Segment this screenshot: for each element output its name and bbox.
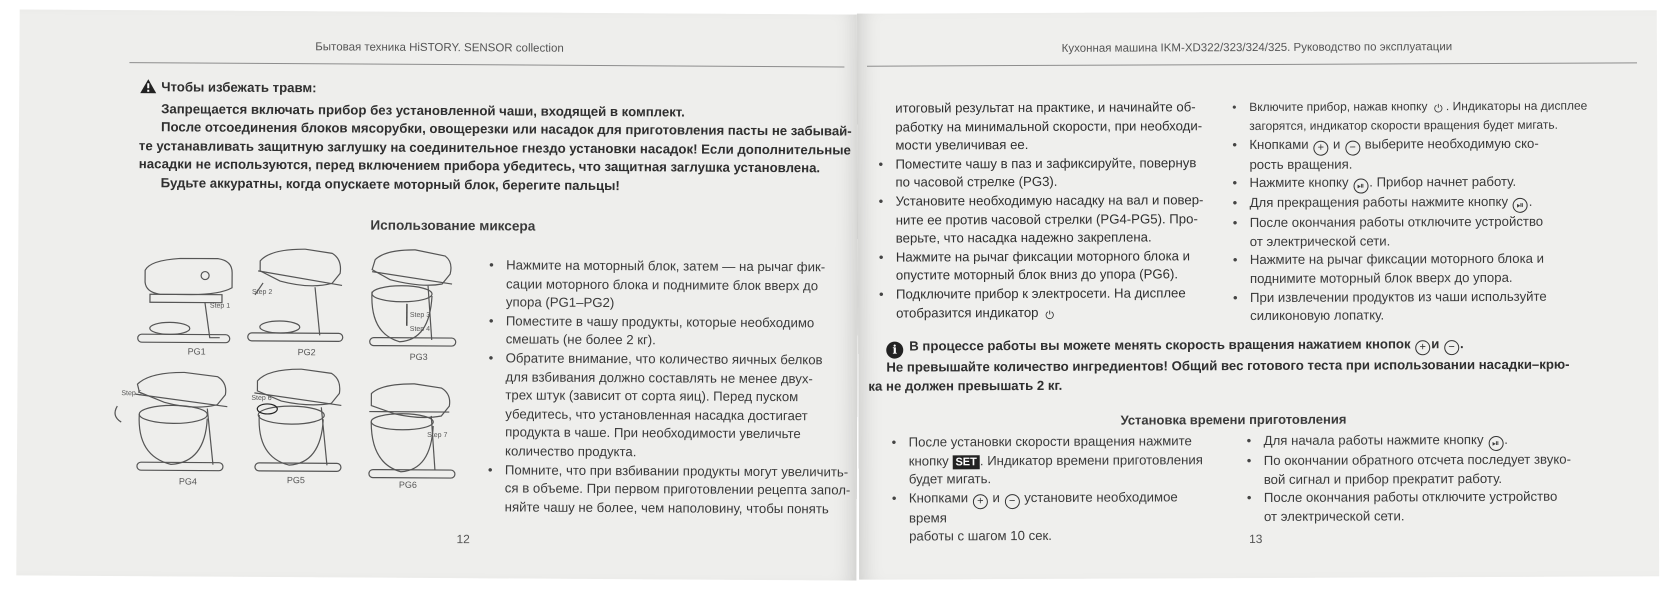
instruction-text: выберите необходимую ско- [1364, 135, 1539, 152]
instruction-line: • Обратите внимание, что количество яичных белков [505, 350, 823, 368]
timer-column-1 [889, 432, 1219, 546]
warning-line-1: Запрещается включать прибор без установленной чаши, входящей в комплект. [161, 100, 685, 120]
instruction-text: Для начала работы нажмите кнопку [1263, 432, 1484, 448]
figure-pg5 [254, 369, 342, 472]
instruction-text: . [1528, 193, 1533, 210]
instruction-line: • Подключите прибор к электросети. На дисплее [895, 285, 1186, 302]
operation-notice [868, 334, 1648, 396]
set-button-icon: SET [952, 455, 979, 469]
step-label-1: Step 1 [209, 302, 231, 310]
assembly-figures [109, 242, 471, 499]
warning-line-4: насадки не используются, перед включением прибора убедитесь, что защитная заглушка установлена. [138, 156, 821, 176]
instruction-text: Кнопками [1249, 136, 1309, 152]
instruction-text: кнопку [908, 452, 949, 469]
left-page [16, 9, 859, 580]
instruction-item [1230, 250, 1630, 289]
section-title-mixer: Использование миксера [370, 217, 536, 234]
instruction-line: рость вращения. [1249, 156, 1353, 172]
instruction-line: • Поместите в чашу продукты, которые необходимо [505, 313, 815, 331]
figure-pg4 [115, 372, 228, 471]
figure-label-pg5: PG5 [286, 475, 305, 486]
notice-text: и [1431, 336, 1440, 352]
notice-line-3: ка не должен превышать 2 кг. [868, 377, 1063, 394]
instruction-line: • Нажмите на рычаг фиксации моторного блока и [895, 248, 1191, 265]
instruction-line: • Нажмите на рычаг фиксации моторного блока и [1249, 251, 1545, 268]
instruction-line: верьте, что насадка надежно закреплена. [895, 229, 1152, 246]
instruction-line: от электрической сети. [1249, 233, 1391, 249]
instruction-text: . Индикаторы на дисплее [1445, 98, 1588, 114]
figure-label-pg2: PG2 [297, 347, 316, 358]
instruction-line: продукта в чаше. При необходимости увеличьте [505, 424, 801, 442]
instruction-text: . Прибор начнет работу. [1369, 174, 1517, 190]
plus-icon: + [973, 494, 988, 509]
instruction-line: • Нажмите на моторный блок, затем — на рычаг фик- [506, 257, 826, 275]
warning-line-3: те устанавливать защитную заглушку на соединительное гнездо установки насадок! Если дополнительные [138, 137, 851, 158]
power-icon: ⏻ [1434, 103, 1443, 116]
instruction-line: загорятся, индикатор скорости вращения будет мигать. [1249, 117, 1558, 134]
minus-icon: − [1005, 494, 1020, 509]
instruction-item [1230, 213, 1630, 252]
instruction-line: • Поместите чашу в паз и зафиксируйте, повернув [895, 155, 1197, 172]
figure-label-pg4: PG4 [178, 476, 197, 487]
figure-pg1 [138, 258, 233, 343]
instruction-text: Включите прибор, нажав кнопку [1249, 99, 1428, 115]
instruction-item [1229, 96, 1629, 135]
instruction-item [1244, 488, 1634, 527]
instruction-line: вой сигнал и прибор прекратит работу. [1263, 470, 1503, 487]
instruction-text: установите необходимое время [908, 489, 1178, 526]
right-column-1 [875, 98, 1206, 323]
continuation-line: итоговый результат на практике, и начинайте об- [895, 99, 1196, 116]
instruction-item [876, 191, 1206, 248]
instruction-line: упора (PG1–PG2) [505, 294, 615, 311]
right-running-header: Кухонная машина IKM-XD322/323/324/325. Руководство по эксплуатации [1061, 41, 1453, 55]
minus-icon: − [1444, 340, 1459, 355]
instruction-line: от электрической сети. [1263, 508, 1405, 524]
instruction-item [889, 432, 1219, 489]
instruction-item [485, 349, 858, 463]
warning-line-2: После отсоединения блоков мясорубки, овощерезки или насадок для приготовления пасты не забывай- [160, 119, 852, 139]
instruction-line: • Помните, что при взбивании продукты могут увеличить- [504, 461, 849, 480]
instruction-item [876, 284, 1206, 323]
instruction-line: • После окончания работы отключите устройство [1249, 213, 1544, 231]
step-label-3: Step 3 [409, 311, 431, 319]
notice-line-2: Не превышайте количество ингредиентов! Общий вес готового теста при использовании насадки–крю- [886, 356, 1570, 375]
figure-pg6 [369, 384, 456, 479]
figure-label-pg6: PG6 [398, 479, 417, 490]
instruction-line: отобразится индикатор [896, 304, 1039, 321]
left-header-rule [129, 62, 844, 67]
instruction-line: • По окончании обратного отсчета последует звуко- [1263, 451, 1572, 468]
page-number-left: 12 [456, 532, 470, 547]
step-label-2: Step 2 [251, 288, 273, 296]
instruction-text: и [1332, 136, 1341, 152]
instruction-line: опустите моторный блок вниз до упора (PG6). [895, 266, 1179, 283]
plus-icon: + [1415, 340, 1430, 355]
right-header-rule [867, 62, 1637, 66]
mixer-instructions [485, 256, 859, 519]
warning-line-5: Будьте аккуратны, когда опускаете моторный блок, берегите пальцы! [160, 175, 620, 194]
play-pause-icon: ⏯ [1488, 436, 1503, 451]
step-label-5: Step 5 [121, 390, 142, 398]
instruction-text: Для прекращения работы нажмите кнопку [1249, 194, 1509, 211]
instruction-line: • При извлечении продуктов из чаши используйте [1249, 288, 1547, 305]
instruction-line: количество продукта. [505, 443, 637, 460]
plus-icon: + [1313, 140, 1328, 155]
instruction-line: трех штук (зависит от сорта яиц). Перед пуском [505, 387, 799, 405]
instruction-line: поднимите моторный блок вверх до упора. [1249, 269, 1513, 287]
instruction-item [1244, 430, 1634, 452]
notice-text: В процессе работы вы можете менять скорость вращения нажатием кнопок [909, 336, 1411, 354]
continuation-line: работку на минимальной скорости, при необходи- [895, 117, 1203, 135]
instruction-item [485, 461, 857, 519]
play-pause-icon: ⏯ [1513, 198, 1528, 213]
instruction-text: . [1504, 431, 1508, 447]
instruction-line: сации моторного блока и поднимите блок вверх до [506, 276, 819, 293]
instruction-item [1244, 450, 1634, 489]
instruction-line: няйте чашу не более, чем наполовину, чтобы понять [504, 499, 829, 517]
instruction-line: будет мигать. [908, 471, 992, 487]
right-column-2 [1229, 96, 1630, 325]
instruction-line: ните ее против часовой стрелки (PG4-PG5). Про- [895, 210, 1198, 228]
instruction-line: • После установки скорости вращения нажмите [908, 433, 1192, 450]
figure-label-pg3: PG3 [409, 351, 428, 362]
power-icon: ⏻ [1045, 309, 1055, 322]
play-pause-icon: ⏯ [1353, 179, 1368, 194]
warning-icon [139, 78, 157, 100]
page-number-right: 13 [1249, 531, 1263, 547]
instruction-line: • Установите необходимую насадку на вал и повер- [895, 192, 1204, 209]
instruction-item [889, 488, 1219, 547]
instruction-item [486, 256, 858, 314]
instruction-text: Кнопками [908, 490, 969, 506]
instruction-item [875, 154, 1205, 193]
instruction-line: работы с шагом 10 сек. [909, 528, 1052, 544]
instruction-item [1230, 287, 1630, 326]
warning-title: Чтобы избежать травм: [161, 79, 317, 96]
instruction-item [1229, 173, 1629, 195]
figure-label-pg1: PG1 [187, 346, 206, 357]
continuation-line: мости увеличивая ее. [895, 137, 1029, 153]
instruction-text: и [992, 489, 1000, 505]
right-page [857, 10, 1659, 579]
instruction-line: убедитесь, что установленная насадка достигает [505, 406, 808, 424]
instruction-item [486, 312, 858, 351]
instruction-text: . Индикатор времени приготовления [979, 451, 1203, 468]
step-label-4: Step 4 [409, 325, 431, 333]
stand-mixer-illustrations [109, 242, 471, 499]
notice-text: . [1459, 336, 1464, 352]
instruction-line: смешать (не более 2 кг). [505, 331, 656, 348]
section-title-timer: Установка времени приготовления [1120, 411, 1347, 428]
instruction-line: ся в объеме. При первом приготовлении рецепта запол- [504, 480, 851, 498]
minus-icon: − [1345, 140, 1360, 155]
instruction-item [876, 247, 1206, 286]
instruction-item [1229, 134, 1629, 174]
instruction-item [1230, 193, 1630, 215]
step-label-6: Step 6 [251, 394, 272, 402]
step-label-7: Step 7 [427, 431, 448, 440]
instruction-line: по часовой стрелке (PG3). [895, 174, 1058, 190]
instruction-line: для взбивания должно составлять не менее двух- [505, 368, 813, 386]
instruction-text: Нажмите кнопку [1249, 174, 1349, 191]
timer-column-2 [1244, 430, 1634, 526]
instruction-line: • После окончания работы отключите устройство [1263, 488, 1558, 506]
info-icon: i [886, 342, 903, 359]
safety-warning [139, 78, 855, 197]
left-running-header: Бытовая техника HiSTORY. SENSOR collection [315, 41, 564, 55]
instruction-line: силиконовую лопатку. [1250, 307, 1385, 324]
